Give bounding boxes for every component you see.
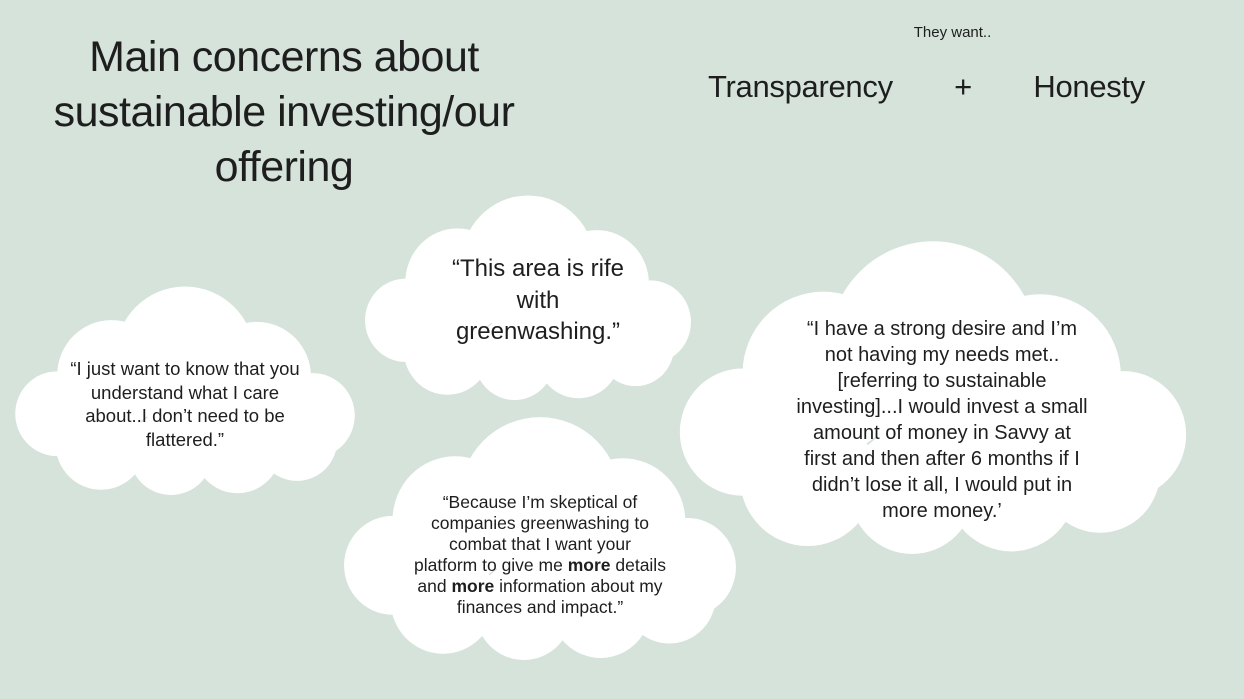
- cloud-quote-bottom-middle-text: “Because I’m skeptical of companies greenwashing to combat that I want your platform to give me more details and more information about my finances and impact.”: [414, 492, 666, 617]
- cloud-quote-left-text: “I just want to know that you understand what I care about..I don’t need to be flattered.”: [70, 358, 300, 450]
- page-title: Main concerns about sustainable investing/our offering: [53, 33, 515, 191]
- want-item-honesty: Honesty: [1033, 69, 1145, 104]
- cloud-quote-top-middle: [360, 192, 696, 400]
- they-want-label: They want..: [913, 24, 992, 41]
- want-row: [708, 69, 1145, 105]
- want-item-transparency: Transparency: [708, 69, 893, 104]
- plus-sign: +: [954, 69, 972, 104]
- cloud-quote-right: [672, 236, 1194, 554]
- cloud-quote-right-text: “I have a strong desire and I’m not having my needs met.. [referring to sustainable investing]...I would invest a small amount of money in Savvy at first and then after 6 months if I didn’t lose it all, I would put in more money.’: [796, 318, 1088, 522]
- cloud-quote-top-middle-text: “This area is rife with greenwashing.”: [451, 255, 625, 345]
- cloud-quote-left: [10, 283, 360, 495]
